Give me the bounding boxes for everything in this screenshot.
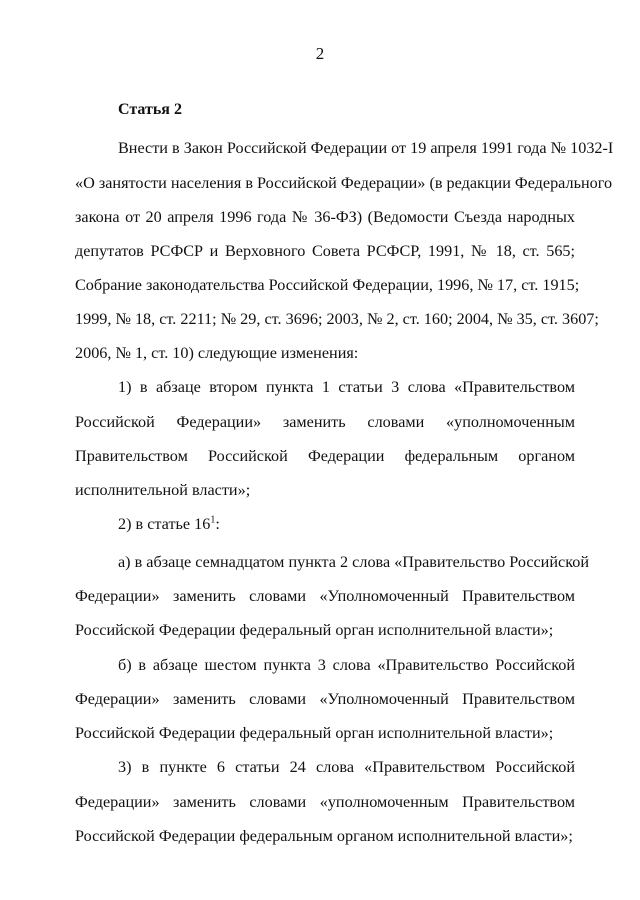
text-line: б) в абзаце шестом пункта 3 слова «Правительство Российской xyxy=(118,656,575,674)
text-line: 1) в абзаце втором пункта 1 статьи 3 слова «Правительством xyxy=(118,378,575,396)
text-line: исполнительной власти»; xyxy=(75,481,251,499)
text-line-main: 2) в статье 16 xyxy=(118,515,211,533)
text-line: 3) в пункте 6 статьи 24 слова «Правительством Российской xyxy=(118,758,575,776)
text-line xyxy=(118,514,575,534)
text-line: Российской Федерации федеральный орган исполнительной власти»; xyxy=(75,621,554,639)
text-line: «О занятости населения в Российской Федерации» (в редакции Федерального xyxy=(75,174,613,192)
text-line: Собрание законодательства Российской Федерации, 1996, № 17, ст. 1915; xyxy=(75,276,580,294)
article-title: Статья 2 xyxy=(118,101,182,118)
superscript: 1 xyxy=(210,514,216,526)
text-line: Федерации» заменить словами «Уполномоченный Правительством xyxy=(75,690,575,708)
text-line: Внести в Закон Российской Федерации от 19 апреля 1991 года № 1032-I xyxy=(118,139,614,157)
text-line: а) в абзаце семнадцатом пункта 2 слова «Правительство Российской xyxy=(118,553,589,571)
text-line: депутатов РСФСР и Верховного Совета РСФСР, 1991, № 18, ст. 565; xyxy=(75,242,575,260)
text-line: Российской Федерации федеральный орган исполнительной власти»; xyxy=(75,724,554,742)
text-line: 1999, № 18, ст. 2211; № 29, ст. 3696; 2003, № 2, ст. 160; 2004, № 35, ст. 3607; xyxy=(75,310,599,328)
text-line: 2006, № 1, ст. 10) следующие изменения: xyxy=(75,344,359,362)
text-line: Российской Федерации» заменить словами «уполномоченным xyxy=(75,413,575,431)
text-line: Федерации» заменить словами «уполномоченным Правительством xyxy=(75,793,575,811)
page-number: 2 xyxy=(315,44,325,63)
text-line: Правительством Российской Федерации федеральным органом xyxy=(75,447,575,465)
text-line: Российской Федерации федеральным органом исполнительной власти»; xyxy=(75,827,573,845)
text-line: Федерации» заменить словами «Уполномоченный Правительством xyxy=(75,587,575,605)
text-line-colon: : xyxy=(215,515,220,533)
text-line: закона от 20 апреля 1996 года № 36-ФЗ) (Ведомости Съезда народных xyxy=(75,208,575,226)
